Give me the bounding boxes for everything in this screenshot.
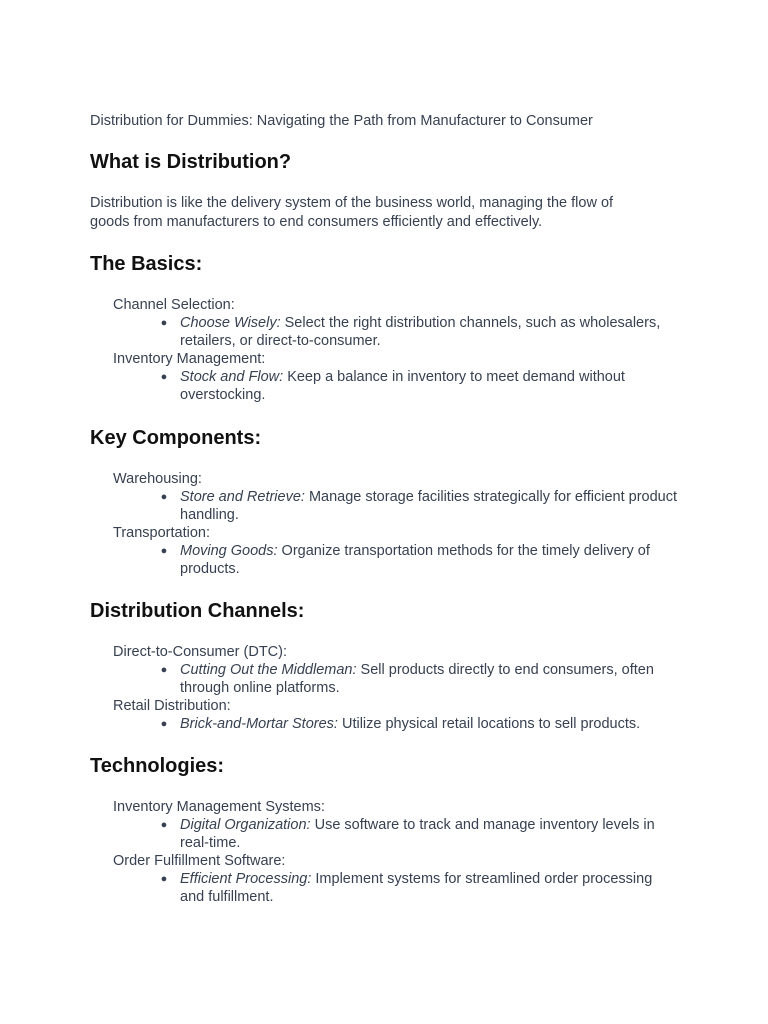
section-basics xyxy=(90,252,690,276)
list-label: Inventory Management Systems: xyxy=(113,799,325,815)
list-item-emphasis: Moving Goods: xyxy=(180,543,278,559)
list-item-emphasis: Cutting Out the Middleman: xyxy=(180,662,357,678)
bullet-icon: ● xyxy=(160,491,168,503)
section-heading: What is Distribution? xyxy=(90,151,292,173)
list-label: Transportation: xyxy=(113,525,210,541)
list-item xyxy=(160,542,680,578)
list-item-text: Sell products directly to end consumers, often through online platforms. xyxy=(180,662,654,696)
list-label: Inventory Management: xyxy=(113,351,266,367)
section-channels-list xyxy=(90,643,690,733)
section-technologies xyxy=(90,754,690,778)
list-item xyxy=(160,661,680,697)
list-label: Retail Distribution: xyxy=(113,698,231,714)
bullet-icon: ● xyxy=(160,718,168,730)
bullet-icon: ● xyxy=(160,819,168,831)
section-basics-list xyxy=(90,296,690,404)
list-label: Order Fulfillment Software: xyxy=(113,853,286,869)
bullet-icon: ● xyxy=(160,545,168,557)
section-what-paragraph-block xyxy=(90,194,690,232)
list-item-text: Organize transportation methods for the timely delivery of products. xyxy=(180,543,650,577)
list-item xyxy=(160,488,680,524)
section-key-components xyxy=(90,426,690,450)
list-item-emphasis: Choose Wisely: xyxy=(180,315,281,331)
list-item-emphasis: Efficient Processing: xyxy=(180,871,312,887)
section-heading: Distribution Channels: xyxy=(90,600,305,622)
bullet-icon: ● xyxy=(160,664,168,676)
list-item-emphasis: Store and Retrieve: xyxy=(180,489,305,505)
list-label: Warehousing: xyxy=(113,471,202,487)
section-heading: Key Components: xyxy=(90,427,262,449)
section-tech-list xyxy=(90,798,690,906)
list-item xyxy=(160,870,680,906)
list-item xyxy=(160,314,680,350)
section-what-is-distribution xyxy=(90,150,690,174)
list-item-emphasis: Stock and Flow: xyxy=(180,369,284,385)
bullet-icon: ● xyxy=(160,371,168,383)
list-item xyxy=(160,816,680,852)
bullet-icon: ● xyxy=(160,873,168,885)
list-item-text: Implement systems for streamlined order processing and fulfillment. xyxy=(180,871,653,905)
document-title: Distribution for Dummies: Navigating the Path from Manufacturer to Consumer xyxy=(90,113,593,129)
bullet-icon: ● xyxy=(160,317,168,329)
list-item xyxy=(160,715,740,733)
list-item-emphasis: Digital Organization: xyxy=(180,817,311,833)
section-components-list xyxy=(90,470,690,578)
section-heading: The Basics: xyxy=(90,253,203,275)
list-item-emphasis: Brick-and-Mortar Stores: xyxy=(180,716,338,732)
section-heading: Technologies: xyxy=(90,755,225,777)
list-item-text: Select the right distribution channels, such as wholesalers, retailers, or direct-to-consumer. xyxy=(180,315,661,349)
section-paragraph: Distribution is like the delivery system of the business world, managing the flow of goods from manufacturers to end consumers efficiently and effectively. xyxy=(90,195,614,230)
section-distribution-channels xyxy=(90,599,690,623)
list-item-text: Use software to track and manage inventory levels in real-time. xyxy=(180,817,655,851)
list-item xyxy=(160,368,680,404)
list-item-text: Utilize physical retail locations to sell products. xyxy=(337,716,641,732)
list-label: Direct-to-Consumer (DTC): xyxy=(113,644,288,660)
list-label: Channel Selection: xyxy=(113,297,235,313)
list-item-text: Manage storage facilities strategically for efficient product handling. xyxy=(180,489,678,523)
list-item-text: Keep a balance in inventory to meet demand without overstocking. xyxy=(180,369,625,403)
